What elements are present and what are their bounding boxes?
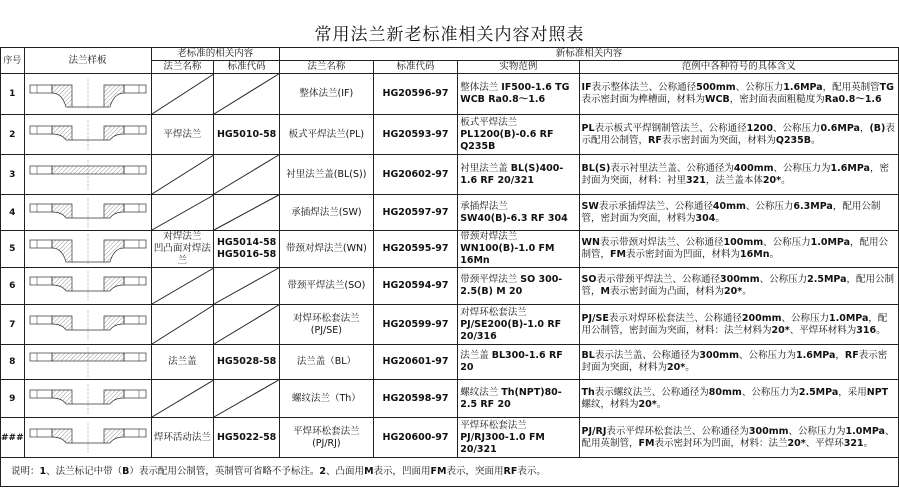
text-segment: 表示配用公制管， xyxy=(581,122,895,146)
example xyxy=(458,115,579,155)
table-row xyxy=(1,380,899,418)
table-row xyxy=(1,155,899,195)
example xyxy=(458,155,579,195)
empty-cell-slash xyxy=(152,155,214,194)
example xyxy=(458,231,579,268)
text-segment: 表示。 xyxy=(517,466,546,477)
old-name xyxy=(151,155,214,195)
row-number: 7 xyxy=(1,305,25,345)
old-name xyxy=(151,74,214,115)
text-segment: 带颈对焊法兰 xyxy=(460,231,518,242)
meaning xyxy=(579,268,898,305)
empty-cell-slash xyxy=(152,305,214,344)
example xyxy=(458,305,579,345)
text-segment: Th(NPT)80-2.5 RF 20 xyxy=(460,386,562,410)
new-name: 板式平焊法兰(PL) xyxy=(279,115,373,155)
empty-cell-slash xyxy=(214,305,279,344)
empty-cell-slash xyxy=(152,268,214,304)
text-segment: FM xyxy=(610,249,626,260)
new-code: HG20596-97 xyxy=(373,74,457,115)
text-segment: 1.6MPa xyxy=(830,162,870,174)
row-number: 6 xyxy=(1,268,25,305)
flange-drawing-icon xyxy=(28,160,148,190)
empty-cell-slash xyxy=(152,195,214,230)
header-new-code: 标准代码 xyxy=(373,61,457,74)
text-segment: 20* xyxy=(787,437,806,449)
table-row xyxy=(1,231,899,268)
text-segment: 螺纹法兰 xyxy=(460,386,502,398)
text-segment: 、公称压力为 xyxy=(741,386,799,398)
meaning xyxy=(579,305,898,345)
text-segment: 1200 xyxy=(746,122,774,134)
header-meaning: 范例中各种符号的具体含义 xyxy=(579,61,898,74)
old-name-text: 法兰盖 xyxy=(168,356,197,367)
new-code: HG20595-97 xyxy=(373,231,457,268)
text-segment: 20* xyxy=(667,362,686,373)
text-segment: Q235B xyxy=(775,134,812,146)
text-segment: 100mm xyxy=(723,237,764,248)
text-segment: 1.6MPa xyxy=(783,82,823,93)
text-segment: 300mm xyxy=(699,350,739,361)
text-segment: 平焊环松套法兰 xyxy=(460,419,527,431)
flange-sample xyxy=(24,380,151,418)
example xyxy=(458,195,579,231)
header-no: 序号 xyxy=(1,48,25,74)
example xyxy=(458,418,579,458)
new-name: 衬里法兰盖(BL(S)) xyxy=(279,155,373,195)
text-segment: WCB xyxy=(705,94,730,105)
text-segment: Ra0.8～1.6 xyxy=(824,94,882,105)
text-segment: PJ/SE200(B)-1.0 RF 20/316 xyxy=(460,318,562,342)
text-segment: 20* xyxy=(638,398,657,410)
row-number: 9 xyxy=(1,380,25,418)
text-segment: WN100(B)-1.0 FM 16Mn xyxy=(460,243,555,266)
new-code: HG20601-97 xyxy=(373,345,457,380)
text-segment: 表示法兰盖、公称通径为 xyxy=(594,350,700,361)
text-segment: 承插焊法兰 xyxy=(460,200,508,212)
text-segment: 0.6MPa xyxy=(820,122,860,134)
text-segment: 、公称压力 xyxy=(759,274,808,285)
text-segment: 表示，凹面用 xyxy=(373,466,431,477)
text-segment: RF xyxy=(844,350,859,361)
new-name: 螺纹法兰（Th） xyxy=(279,380,373,418)
old-name-text: 对焊法兰 凹凸面对焊法兰 xyxy=(153,231,243,266)
old-code-text: HG5028-58 xyxy=(216,356,277,367)
text-segment: PL1200(B)-0.6 RF Q235B xyxy=(460,128,554,152)
empty-cell-slash xyxy=(152,74,214,114)
footnote xyxy=(1,458,899,487)
text-segment: 2 xyxy=(319,466,327,477)
text-segment: NPT xyxy=(866,386,889,398)
text-segment: 1.6MPa xyxy=(796,350,836,361)
table-row xyxy=(1,418,899,458)
meaning xyxy=(579,418,898,458)
text-segment: ，密封面表面粗糙度为 xyxy=(729,94,825,105)
row-number: 4 xyxy=(1,195,25,231)
page-title: 常用法兰新老标准相关内容对照表 xyxy=(314,25,585,45)
old-code-text: HG5014-58 HG5016-58 xyxy=(216,237,277,260)
table-row xyxy=(1,115,899,155)
old-code-text: HG5010-58 xyxy=(216,128,277,140)
text-segment: ，配用公制管，密封面为突面，材料：法兰材料为 xyxy=(581,312,888,336)
text-segment: 螺纹，材料为 xyxy=(581,398,639,410)
text-segment: 2.5MPa xyxy=(807,274,847,285)
text-segment: 300mm xyxy=(719,274,760,285)
text-segment: 、公称压力 xyxy=(781,312,830,324)
row-number: 8 xyxy=(1,345,25,380)
empty-cell-slash xyxy=(214,268,279,304)
text-segment: 、公称压力 xyxy=(745,200,794,212)
text-segment: ，采用 xyxy=(838,386,867,398)
text-segment: 80mm xyxy=(708,386,742,398)
text-segment: ，配用公制管， xyxy=(581,274,895,297)
table-row xyxy=(1,268,899,305)
text-segment: 。 xyxy=(656,398,667,410)
example xyxy=(458,74,579,115)
text-segment: ， xyxy=(835,350,845,361)
text-segment: 表示密封面为凸面，材料为 xyxy=(610,286,725,297)
table-row xyxy=(1,74,899,115)
text-segment: 321 xyxy=(843,437,864,449)
text-segment: 1.0MPa xyxy=(829,312,869,324)
empty-cell-slash xyxy=(152,380,214,417)
old-code-text: HG5022-58 xyxy=(216,431,277,443)
flange-drawing-icon xyxy=(28,423,148,453)
flange-drawing-icon xyxy=(28,384,148,414)
old-name xyxy=(151,345,214,380)
flange-drawing-icon xyxy=(28,79,148,109)
old-code xyxy=(214,231,280,268)
text-segment: 20* xyxy=(771,324,790,336)
old-code xyxy=(214,305,280,345)
text-segment: 、凸面用 xyxy=(326,466,365,477)
text-segment: 表示平焊环松套法兰、公称通径为 xyxy=(606,425,749,437)
text-segment: ，配用公制管， xyxy=(581,237,889,260)
old-name-text: 平焊法兰 xyxy=(163,128,202,140)
flange-sample xyxy=(24,268,151,305)
text-segment: FM xyxy=(638,437,655,449)
text-segment: 、公称压力 xyxy=(763,237,811,248)
new-code: HG20600-97 xyxy=(373,418,457,458)
text-segment: 16Mn xyxy=(740,249,770,260)
old-name xyxy=(151,380,214,418)
flange-drawing-icon xyxy=(28,198,148,228)
example xyxy=(458,268,579,305)
old-code xyxy=(214,380,280,418)
meaning xyxy=(579,380,898,418)
text-segment: 表示整体法兰、公称通径 xyxy=(591,82,697,93)
text-segment: 。 xyxy=(715,212,725,224)
new-code: HG20602-97 xyxy=(373,155,457,195)
text-segment: BL(S) xyxy=(581,162,611,174)
text-segment: 整体法兰 xyxy=(460,82,502,93)
text-segment: PJ/RJ xyxy=(581,425,607,437)
text-segment: 表示密封面为突面，材料为 xyxy=(661,134,776,146)
text-segment: 表示衬里法兰盖、公称通径为 xyxy=(610,162,734,174)
old-code xyxy=(214,345,280,380)
text-segment: 1.0MPa xyxy=(845,425,885,437)
header-old-group: 老标准的相关内容 xyxy=(151,48,279,61)
new-name: 带颈对焊法兰(WN) xyxy=(279,231,373,268)
new-name: 法兰盖（BL） xyxy=(279,345,373,380)
old-name xyxy=(151,231,243,268)
flange-drawing-icon xyxy=(28,120,148,150)
example xyxy=(458,345,579,380)
header-new-name: 法兰名称 xyxy=(279,61,373,74)
text-segment: 。 xyxy=(863,437,874,449)
old-code xyxy=(214,418,280,458)
new-code: HG20598-97 xyxy=(373,380,457,418)
flange-comparison-table xyxy=(0,47,899,487)
text-segment: 表示密封面为突面，材料为 xyxy=(581,350,888,373)
text-segment: 20* xyxy=(724,286,743,297)
flange-drawing-icon xyxy=(28,234,148,264)
row-number: 5 xyxy=(1,231,25,268)
flange-drawing-icon xyxy=(28,310,148,340)
meaning xyxy=(579,155,898,195)
text-segment: 316 xyxy=(856,324,877,336)
old-name xyxy=(151,305,214,345)
row-number: 1 xyxy=(1,74,25,115)
header-example: 实物范例 xyxy=(458,61,579,74)
text-segment: 带颈平焊法兰 xyxy=(460,274,521,285)
flange-sample xyxy=(24,418,151,458)
text-segment: 、法兰标记中带（ xyxy=(46,466,123,477)
old-name xyxy=(151,268,214,305)
text-segment: 1.0MPa xyxy=(810,237,851,248)
text-segment: ）表示配用公制管，英制管可省略不予标注。 xyxy=(129,466,320,477)
flange-sample xyxy=(24,195,151,231)
text-segment: 表示螺纹法兰、公称通径为 xyxy=(594,386,709,398)
old-code xyxy=(214,195,280,231)
text-segment: ，法兰盖本体 xyxy=(705,174,763,186)
text-segment: 表示密封环为凹面，材料：法兰 xyxy=(654,437,788,449)
text-segment: ，配用公制管，密封面为突面，材料为 xyxy=(581,200,881,224)
text-segment: ，密封面为突面，材料：衬里 xyxy=(581,162,889,186)
text-segment: 304 xyxy=(695,212,716,224)
meaning xyxy=(579,195,898,231)
text-segment: 6.3MPa xyxy=(793,200,833,212)
new-name: 带颈平焊法兰(SO) xyxy=(279,268,373,305)
empty-cell-slash xyxy=(214,155,279,194)
text-segment: 表示对焊环松套法兰、公称通径 xyxy=(608,312,742,324)
header-old-name: 法兰名称 xyxy=(151,61,214,74)
text-segment: BL xyxy=(581,350,595,361)
flange-sample xyxy=(24,231,151,268)
table-row xyxy=(1,195,899,231)
text-segment: 表示密封面为榫槽面，材料为 xyxy=(581,94,706,105)
empty-cell-slash xyxy=(214,195,279,230)
text-segment: 。 xyxy=(685,362,695,373)
text-segment: ，配用英制管 xyxy=(822,82,880,93)
text-segment: 。 xyxy=(876,324,886,336)
text-segment: 、配用英制管， xyxy=(581,425,895,449)
old-code xyxy=(214,115,280,155)
text-segment: IF500-1.6 TG WCB Ra0.8～1.6 xyxy=(460,82,570,105)
meaning xyxy=(579,345,898,380)
old-code xyxy=(214,74,280,115)
flange-drawing-icon xyxy=(28,347,148,377)
text-segment: SO xyxy=(581,274,597,285)
text-segment: (B) xyxy=(869,122,886,134)
text-segment: 321 xyxy=(686,174,706,186)
text-segment: M xyxy=(600,286,611,297)
text-segment: 说明： xyxy=(11,466,40,477)
flange-sample xyxy=(24,305,151,345)
text-segment: SO 300-2.5(B) M 20 xyxy=(460,274,563,297)
text-segment: TG xyxy=(879,82,894,93)
text-segment: 400mm xyxy=(733,162,774,174)
text-segment: BL(S)400-1.6 RF 20/321 xyxy=(460,162,564,186)
text-segment: 表示，突面用 xyxy=(446,466,504,477)
text-segment: 2.5MPa xyxy=(798,386,839,398)
new-code: HG20594-97 xyxy=(373,268,457,305)
text-segment: 表示带颈平焊法兰、公称通径 xyxy=(596,274,720,285)
text-segment: IF xyxy=(581,82,592,93)
text-segment: 40mm xyxy=(712,200,746,212)
text-segment: 对焊环松套法兰 xyxy=(460,306,527,318)
text-segment: 20* xyxy=(762,174,782,186)
table-row xyxy=(1,305,899,345)
text-segment: RF xyxy=(648,134,662,146)
text-segment: SW40(B)-6.3 RF 304 xyxy=(460,212,568,224)
header-old-code: 标准代码 xyxy=(214,61,280,74)
meaning xyxy=(579,74,898,115)
table-row xyxy=(1,345,899,380)
flange-sample xyxy=(24,115,151,155)
text-segment: 、公称压力 xyxy=(735,82,784,93)
text-segment: 衬里法兰盖 xyxy=(460,162,511,174)
text-segment: PL xyxy=(581,122,595,134)
text-segment: 。 xyxy=(781,174,791,186)
text-segment: 表示承插焊法兰、公称通径 xyxy=(598,200,713,212)
old-name xyxy=(151,195,214,231)
new-name: 对焊环松套法兰(PJ/SE) xyxy=(279,305,373,345)
text-segment: M xyxy=(364,466,374,477)
text-segment: ， xyxy=(859,122,870,134)
text-segment: 法兰盖 xyxy=(460,350,492,361)
text-segment: FM xyxy=(430,466,447,477)
text-segment: PJ/SE xyxy=(581,312,609,324)
row-number: 3 xyxy=(1,155,25,195)
text-segment: 表示板式平焊钢制管法兰、公称通径 xyxy=(594,122,747,134)
text-segment: 、公称压力为 xyxy=(738,350,796,361)
new-code: HG20599-97 xyxy=(373,305,457,345)
text-segment: 表示密封面为凹面，材料为 xyxy=(626,249,741,260)
new-name: 承插焊法兰(SW) xyxy=(279,195,373,231)
header-new-group: 新标准相关内容 xyxy=(279,48,898,61)
old-code xyxy=(214,155,280,195)
text-segment: SW xyxy=(581,200,599,212)
text-segment: 表示带颈对焊法兰、公称通径 xyxy=(599,237,724,248)
text-segment: WN xyxy=(581,237,600,248)
text-segment: 、公称压力为 xyxy=(773,162,831,174)
text-segment: 、公称压力 xyxy=(773,122,821,134)
example xyxy=(458,380,579,418)
text-segment: 、公称压力为 xyxy=(788,425,846,437)
new-name: 平焊环松套法兰(PJ/RJ) xyxy=(279,418,373,458)
new-code: HG20597-97 xyxy=(373,195,457,231)
header-sample: 法兰样板 xyxy=(24,48,151,74)
text-segment: 。 xyxy=(769,249,779,260)
meaning xyxy=(579,115,898,155)
meaning xyxy=(579,231,898,268)
flange-drawing-icon xyxy=(28,271,148,301)
row-number: 2 xyxy=(1,115,25,155)
old-name xyxy=(151,418,214,458)
old-name-text: 焊环活动法兰 xyxy=(153,431,211,443)
old-code xyxy=(214,268,280,305)
text-segment: 1 xyxy=(39,466,47,477)
text-segment: 、平焊环材料为 xyxy=(789,324,857,336)
old-name xyxy=(151,115,214,155)
new-name: 整体法兰(IF) xyxy=(279,74,373,115)
empty-cell-slash xyxy=(214,380,279,417)
text-segment: 300mm xyxy=(748,425,789,437)
text-segment: PJ/RJ300-1.0 FM 20/321 xyxy=(460,431,545,455)
text-segment: 。 xyxy=(742,286,752,297)
text-segment: 。 xyxy=(811,134,821,146)
flange-sample xyxy=(24,155,151,195)
new-code: HG20593-97 xyxy=(373,115,457,155)
row-number: ### xyxy=(1,418,25,458)
flange-sample xyxy=(24,345,151,380)
flange-sample xyxy=(24,74,151,115)
text-segment: 板式平焊法兰 xyxy=(460,116,518,128)
text-segment: 、平焊环 xyxy=(805,437,844,449)
text-segment: 200mm xyxy=(741,312,782,324)
text-segment: 500mm xyxy=(696,82,736,93)
text-segment: B xyxy=(122,466,130,477)
text-segment: RF xyxy=(503,466,518,477)
text-segment: BL300-1.6 RF 20 xyxy=(460,350,563,373)
empty-cell-slash xyxy=(214,74,279,114)
text-segment: Th xyxy=(581,386,595,398)
